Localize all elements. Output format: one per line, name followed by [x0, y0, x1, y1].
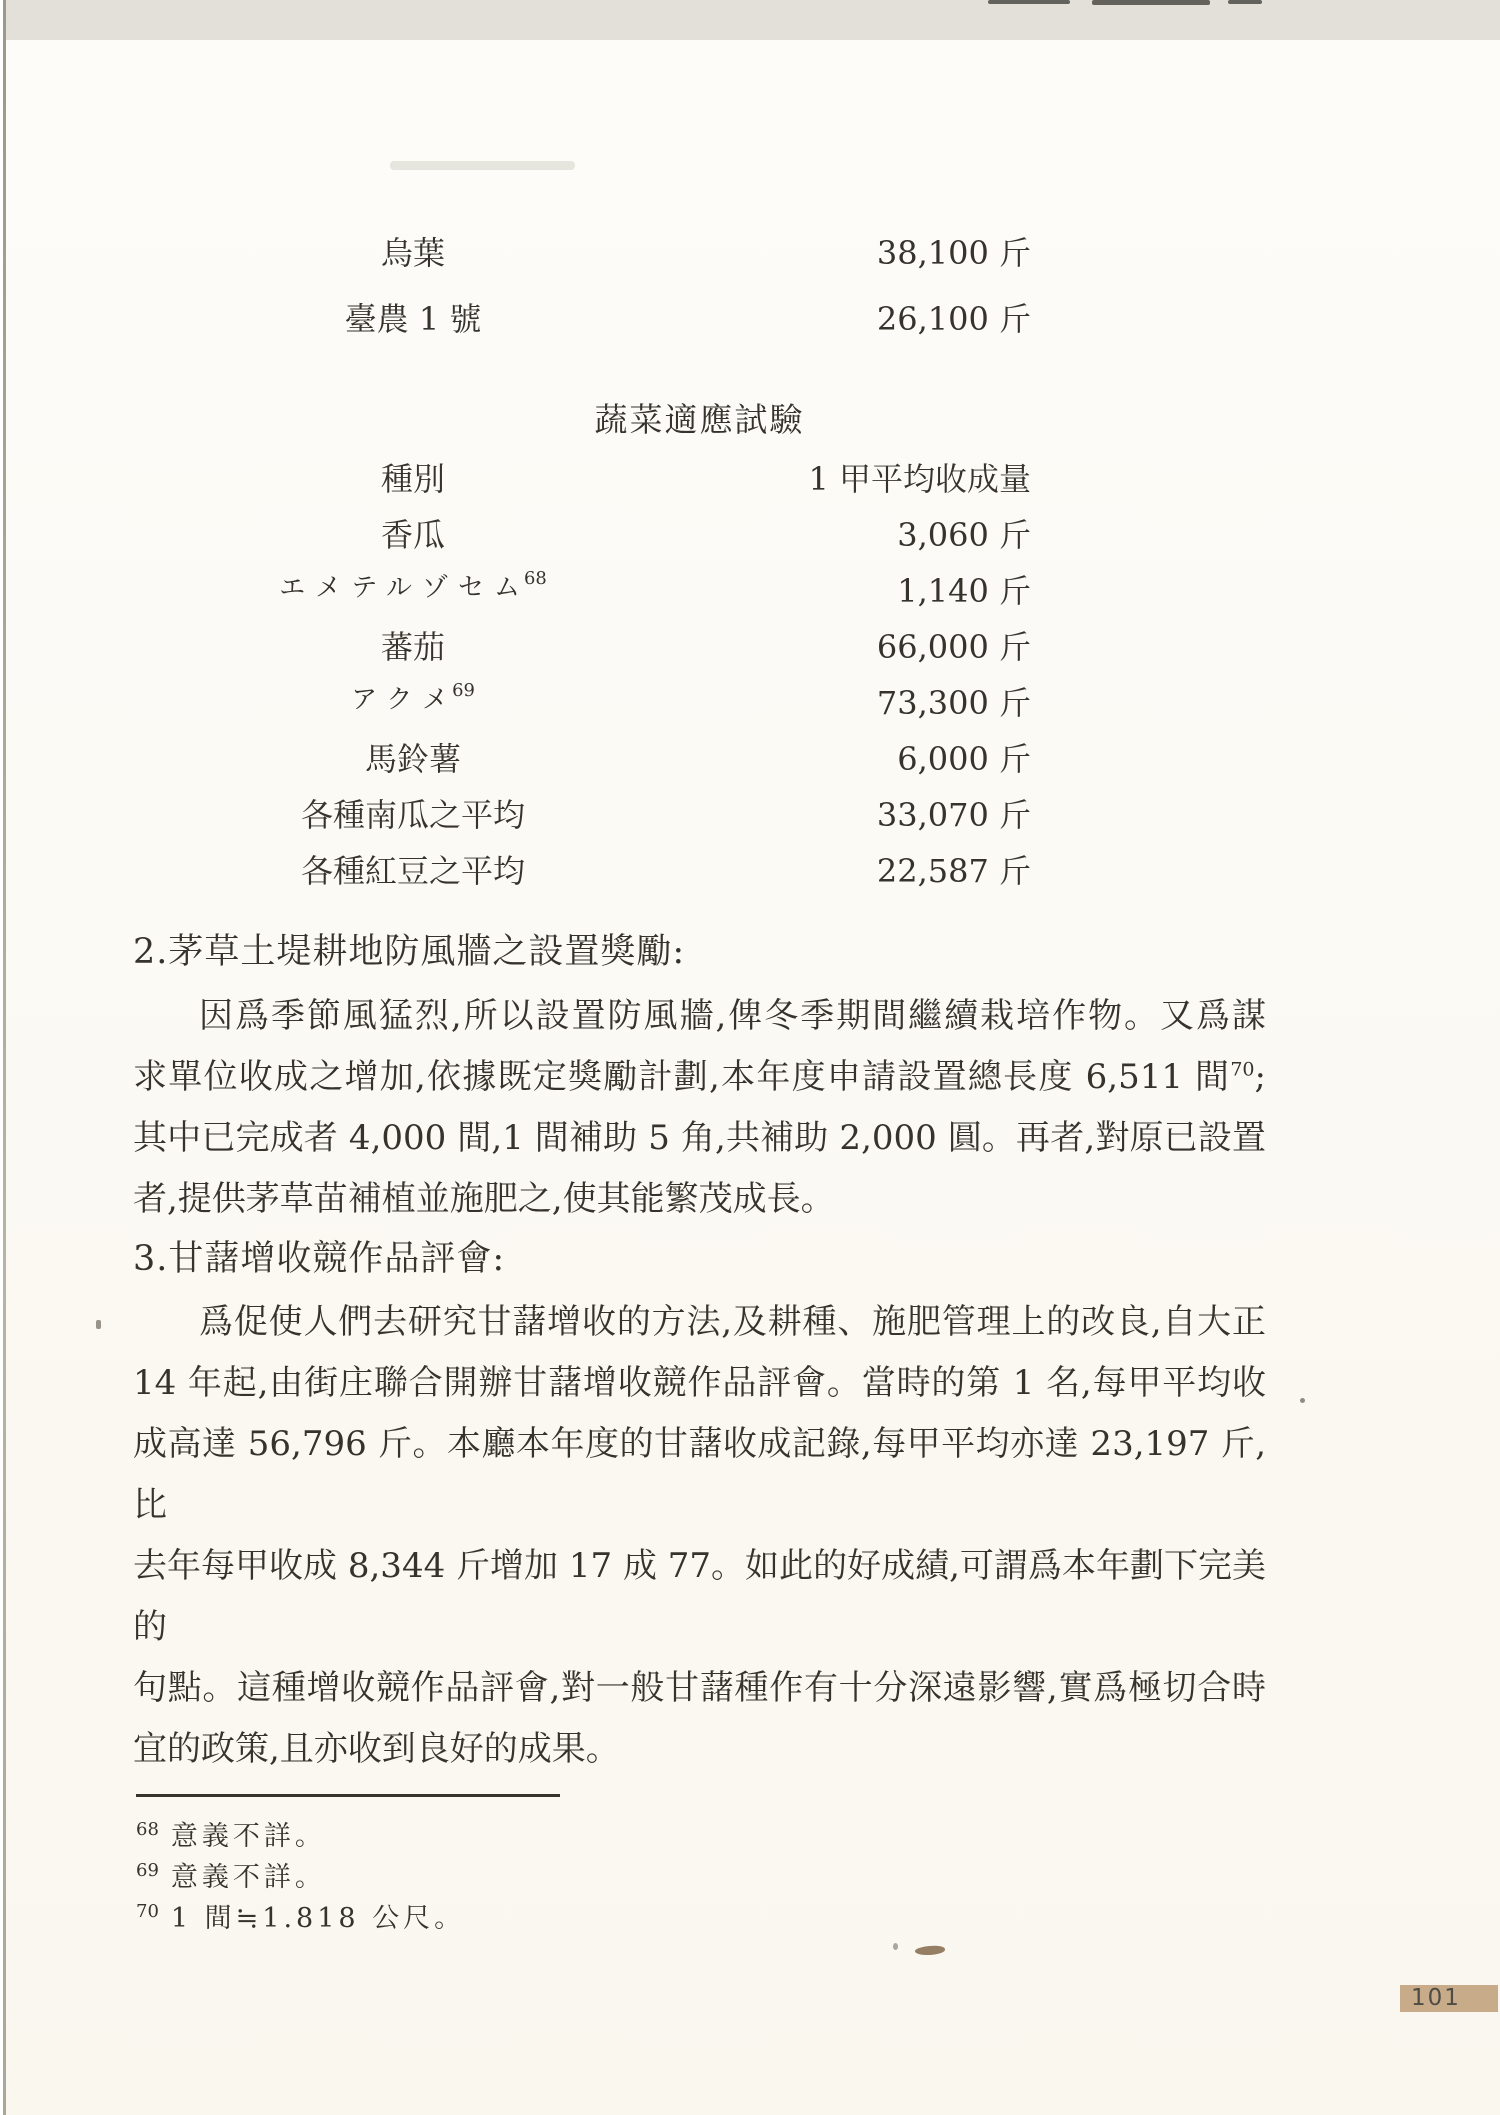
section-2-paragraph — [133, 986, 1266, 1230]
table-row — [133, 790, 1031, 846]
footnote-70 — [136, 1898, 465, 1939]
ink-smudge-mark — [915, 1944, 946, 1956]
yield-value: 1,140 斤 — [897, 572, 1031, 610]
paragraph-line — [133, 1414, 1266, 1536]
page-number-badge — [1400, 1985, 1498, 2012]
line-text: 成高達 56,796 斤。本廳本年度的甘藷收成記錄,每甲平均亦達 23,197 斤,比 — [133, 1424, 1266, 1525]
line-text: 爲促使人們去研究甘藷增收的方法,及耕種、施肥管理上的改良,自大正 — [199, 1302, 1266, 1342]
table-header-row — [133, 454, 1031, 510]
footnote-text: 1 間≒1.818 公尺。 — [170, 1903, 466, 1934]
page-left-edge-line — [3, 0, 6, 2115]
table-row — [133, 566, 1031, 622]
crop-label — [133, 678, 693, 734]
paragraph-line — [133, 1292, 1266, 1353]
footnote-69 — [136, 1857, 465, 1898]
column-header-yield: 1 甲平均收成量 — [808, 460, 1031, 498]
table-row — [133, 678, 1031, 734]
line-text: 宜的政策,且亦收到良好的成果。 — [133, 1729, 620, 1769]
paragraph-line — [133, 1536, 1266, 1658]
paragraph-line — [133, 1169, 1266, 1230]
paragraph-line — [133, 1658, 1266, 1719]
footnote-marker: 69 — [136, 1860, 159, 1881]
footnotes — [136, 1816, 465, 1939]
line-text: 其中已完成者 4,000 間,1 間補助 5 角,共補助 2,000 圓。再者,對原已設置 — [133, 1118, 1266, 1158]
crop-label — [133, 566, 693, 622]
top-yield-table — [133, 228, 1031, 360]
yield-value: 3,060 斤 — [897, 516, 1031, 554]
table-row — [133, 734, 1031, 790]
table-row — [133, 294, 1031, 360]
footnote-text: 意義不詳。 — [170, 1821, 326, 1852]
line-text: ; — [1254, 1057, 1266, 1097]
section-3-heading: 3.甘藷增收競作品評會: — [133, 1239, 506, 1279]
paragraph-line — [133, 1108, 1266, 1169]
vegetable-table — [133, 454, 1031, 902]
table-row — [133, 510, 1031, 566]
table-title: 蔬菜適應試驗 — [594, 400, 805, 439]
scan-smudge — [1228, 0, 1262, 4]
yield-value: 73,300 斤 — [876, 684, 1031, 722]
footnote-68 — [136, 1816, 465, 1857]
yield-value: 33,070 斤 — [876, 796, 1031, 834]
scan-speck — [893, 1943, 898, 1950]
paragraph-line — [133, 1047, 1266, 1108]
scan-top-band — [0, 0, 1500, 40]
footnote-marker: 68 — [136, 1819, 159, 1840]
variety-label: 烏葉 — [380, 234, 445, 272]
line-text: 求單位收成之增加,依據既定獎勵計劃,本年度申請設置總長度 6,511 間 — [133, 1057, 1231, 1097]
scan-smudge — [1092, 0, 1210, 5]
paragraph-line — [133, 1353, 1266, 1414]
crop-label-katakana: エメテルゾセム — [279, 573, 530, 603]
yield-value: 26,100 斤 — [876, 300, 1031, 338]
line-text: 去年每甲收成 8,344 斤增加 17 成 77。如此的好成績,可謂爲本年劃下完美的 — [133, 1546, 1266, 1647]
footnote-text: 意義不詳。 — [170, 1862, 326, 1893]
scan-speck — [96, 1320, 101, 1329]
section-3-paragraph — [133, 1292, 1266, 1780]
line-text: 者,提供茅草苗補植並施肥之,使其能繁茂成長。 — [133, 1179, 835, 1219]
section-2-heading: 2.茅草土堤耕地防風牆之設置獎勵: — [133, 932, 686, 972]
crop-label: 蕃茄 — [380, 628, 445, 666]
line-text: 14 年起,由街庄聯合開辦甘藷增收競作品評會。當時的第 1 名,每甲平均收 — [133, 1363, 1266, 1403]
crop-label: 各種紅豆之平均 — [300, 852, 525, 890]
page-number: 101 — [1411, 1985, 1461, 2011]
line-text: 句點。這種增收競作品評會,對一般甘藷種作有十分深遠影響,實爲極切合時 — [133, 1668, 1266, 1708]
column-header-kind: 種別 — [380, 460, 445, 498]
table-row — [133, 622, 1031, 678]
footnote-ref-69: 69 — [452, 680, 475, 702]
yield-value: 22,587 斤 — [876, 852, 1031, 890]
footnote-ref-68: 68 — [523, 568, 547, 590]
yield-value: 38,100 斤 — [876, 234, 1031, 272]
crop-label: 馬鈴薯 — [364, 740, 461, 778]
scan-smudge — [988, 0, 1070, 4]
yield-value: 6,000 斤 — [897, 740, 1031, 778]
line-text: 因爲季節風猛烈,所以設置防風牆,俾冬季期間繼續栽培作物。又爲謀 — [199, 996, 1266, 1036]
crop-label: 各種南瓜之平均 — [300, 796, 525, 834]
table-row — [133, 846, 1031, 902]
paragraph-line — [133, 1719, 1266, 1780]
ink-bleed-mark — [390, 161, 575, 170]
table-row — [133, 228, 1031, 294]
crop-label: 香瓜 — [380, 516, 445, 554]
scan-speck — [1300, 1398, 1305, 1403]
paragraph-line — [133, 986, 1266, 1047]
footnote-marker: 70 — [136, 1901, 159, 1922]
variety-label: 臺農 1 號 — [344, 300, 482, 338]
crop-label-katakana: アクメ — [351, 685, 459, 715]
yield-value: 66,000 斤 — [876, 628, 1031, 666]
footnote-rule — [136, 1794, 560, 1797]
footnote-ref-70: 70 — [1230, 1058, 1255, 1081]
